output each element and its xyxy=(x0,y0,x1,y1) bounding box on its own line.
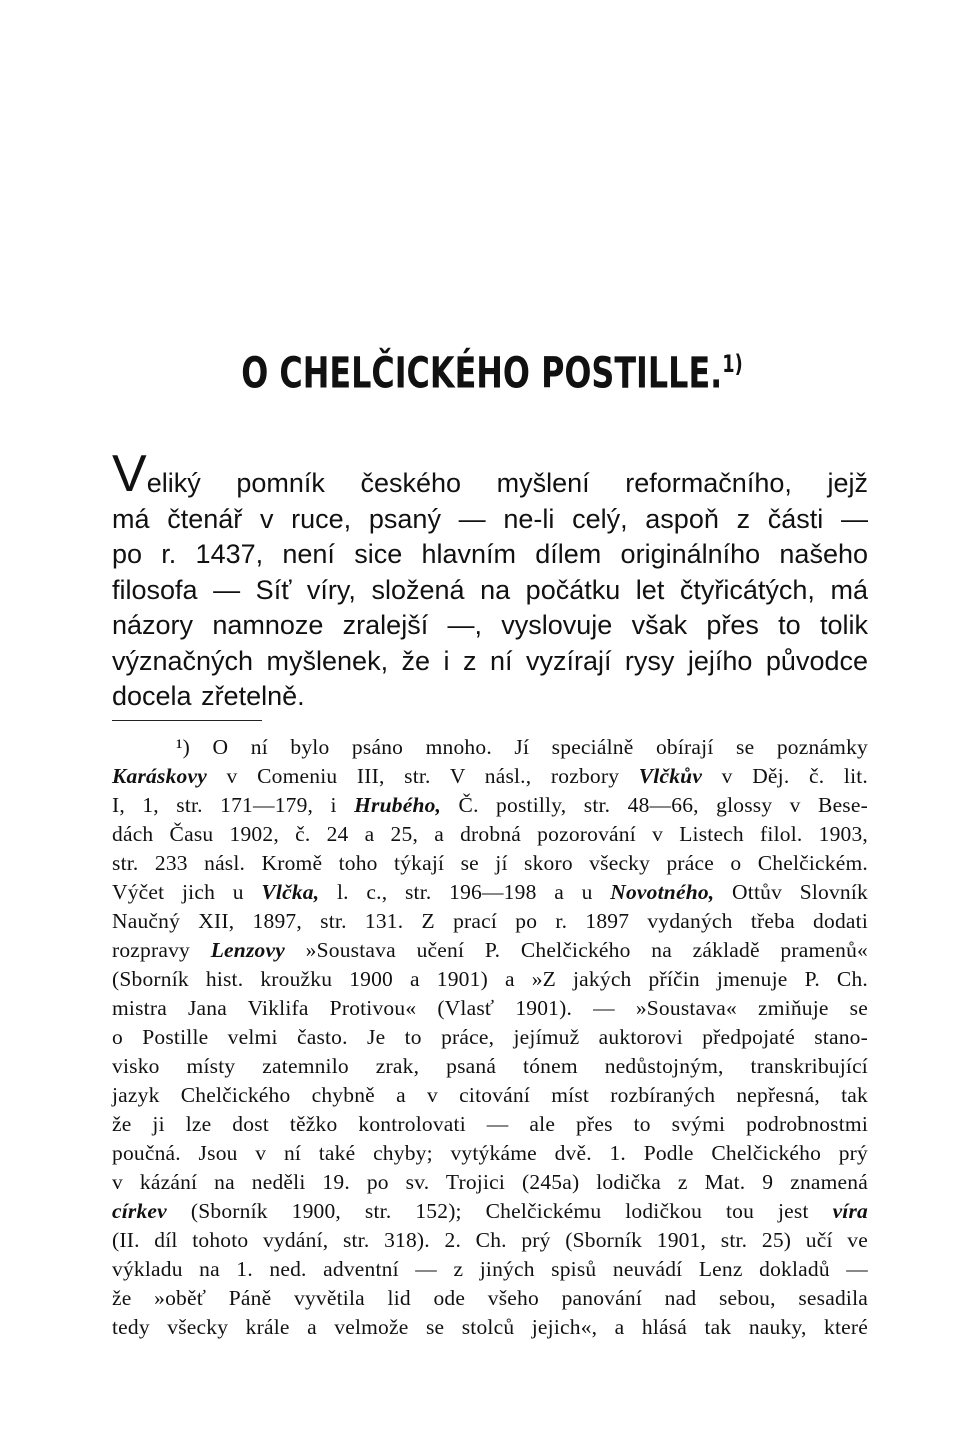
footnote-line xyxy=(112,1226,868,1255)
footnote-text: (Sborník hist. kroužku 1900 a 1901) a »Z jakých příčin jmenuje P. Ch. xyxy=(112,967,868,991)
footnote-line xyxy=(112,878,868,907)
footnote-line xyxy=(112,1168,868,1197)
footnote-italic-text: víra xyxy=(832,1199,868,1223)
footnote-line xyxy=(112,994,868,1023)
footnote-text: str. 233 násl. Kromě toho týkají se jí skoro všecky práce o Chelčickém. xyxy=(112,851,868,875)
footnote-text: o Postille velmi často. Je to práce, jejímuž auktorovi předpojaté stano- xyxy=(112,1025,868,1049)
footnote-italic-text: Lenzovy xyxy=(210,938,285,962)
footnote-text: výkladu na 1. ned. adventní — z jiných spisů neuvádí Lenz dokladů — xyxy=(112,1257,868,1281)
footnote-line xyxy=(112,1284,868,1313)
footnote-line xyxy=(112,1023,868,1052)
footnote-line xyxy=(112,849,868,878)
footnote-text: jazyk Chelčického chybně a v citování míst rozbíraných nepřesná, tak xyxy=(112,1083,868,1107)
footnote-italic-text: Novotného, xyxy=(610,880,715,904)
footnote-line xyxy=(112,1313,868,1342)
footnote-italic-text: Karáskovy xyxy=(112,764,207,788)
footnote-text: Ottův Slovník xyxy=(714,880,869,904)
footnote-line xyxy=(112,965,868,994)
footnote-text: visko místy zatemnilo zrak, psaná tónem nedůstojným, transkribující xyxy=(112,1054,868,1078)
footnote-text: l. c., str. 196—198 a u xyxy=(319,880,611,904)
paragraph-line: eliký pomník českého myšlení reformačního, jejž xyxy=(146,468,868,498)
footnote-text: Č. postilly, str. 48—66, glossy v Bese- xyxy=(441,793,868,817)
footnote-line xyxy=(112,1110,868,1139)
footnote-text: poučná. Jsou v ní také chyby; vytýkáme dvě. 1. Podle Chelčického prý xyxy=(112,1141,868,1165)
footnote-line xyxy=(112,1052,868,1081)
main-paragraph xyxy=(112,445,868,715)
footnote-text: v kázání na neděli 19. po sv. Trojici (245a) lodička z Mat. 9 znamená xyxy=(112,1170,868,1194)
footnote-italic-text: církev xyxy=(112,1199,167,1223)
footnote-line xyxy=(112,1139,868,1168)
footnote-line xyxy=(112,733,868,762)
footnote-text: rozpravy xyxy=(112,938,211,962)
paragraph-line: docela zřetelně. xyxy=(112,681,305,711)
footnote-text: ¹) O ní bylo psáno mnoho. Jí speciálně obírají se poznámky xyxy=(176,735,868,759)
footnote-text: v Děj. č. lit. xyxy=(702,764,868,788)
footnote-text: mistra Jana Viklifa Protivou« (Vlasť 1901). — »Soustava« zmiňuje se xyxy=(112,996,868,1020)
footnote-line xyxy=(112,791,868,820)
footnote-text: tedy všecky krále a velmože se stolců jejich«, a hlásá tak nauky, které xyxy=(112,1315,868,1339)
footnote-text: dách Času 1902, č. 24 a 25, a drobná pozorování v Listech filol. 1903, xyxy=(112,822,868,846)
title-footnote-marker: 1) xyxy=(722,350,743,378)
footnote-text: v Comeniu III, str. V násl., rozbory xyxy=(206,764,639,788)
footnote-italic-text: Vlčkův xyxy=(638,764,703,788)
footnote-line xyxy=(112,1197,868,1226)
footnote xyxy=(112,733,868,1342)
drop-cap: V xyxy=(112,445,147,503)
footnote-text: (II. díl tohoto vydání, str. 318). 2. Ch. prý (Sborník 1901, str. 25) učí ve xyxy=(112,1228,868,1252)
footnote-text: »Soustava učení P. Chelčického na základě pramenů« xyxy=(284,938,868,962)
paragraph-line: názory namnoze zralejší —, vyslovuje však přes to tolik xyxy=(112,610,868,640)
footnote-text: I, 1, str. 171—179, i xyxy=(112,793,355,817)
footnote-divider xyxy=(112,720,262,721)
page-title xyxy=(211,348,773,399)
footnote-line xyxy=(112,1255,868,1284)
footnote-text: (Sborník 1900, str. 152); Chelčickému lodičkou tou jest xyxy=(166,1199,833,1223)
footnote-italic-text: Vlčka, xyxy=(261,880,320,904)
footnote-line xyxy=(112,820,868,849)
footnote-text: Výčet jich u xyxy=(112,880,262,904)
footnote-text: Naučný XII, 1897, str. 131. Z prací po r. 1897 vydaných třeba dodati xyxy=(112,909,868,933)
title-text: O CHELČICKÉHO POSTILLE. xyxy=(241,348,723,399)
paragraph-line: filosofa — Síť víry, složená na počátku let čtyřicátých, má xyxy=(112,574,868,605)
footnote-line xyxy=(112,762,868,791)
footnote-line xyxy=(112,907,868,936)
footnote-text: že ji lze dost těžko kontrolovati — ale přes to svými podrobnostmi xyxy=(112,1112,868,1136)
footnote-line xyxy=(112,936,868,965)
paragraph-line: význačných myšlenek, že i z ní vyzírají rysy jejího původce xyxy=(112,645,868,676)
footnote-italic-text: Hrubého, xyxy=(354,793,442,817)
footnote-line xyxy=(112,1081,868,1110)
paragraph-line: po r. 1437, není sice hlavním dílem originálního našeho xyxy=(112,539,868,569)
footnote-text: že »oběť Páně vyvětila lid ode všeho panování nad sebou, sesadila xyxy=(112,1286,868,1310)
paragraph-line: má čtenář v ruce, psaný — ne-li celý, aspoň z části — xyxy=(112,503,868,534)
